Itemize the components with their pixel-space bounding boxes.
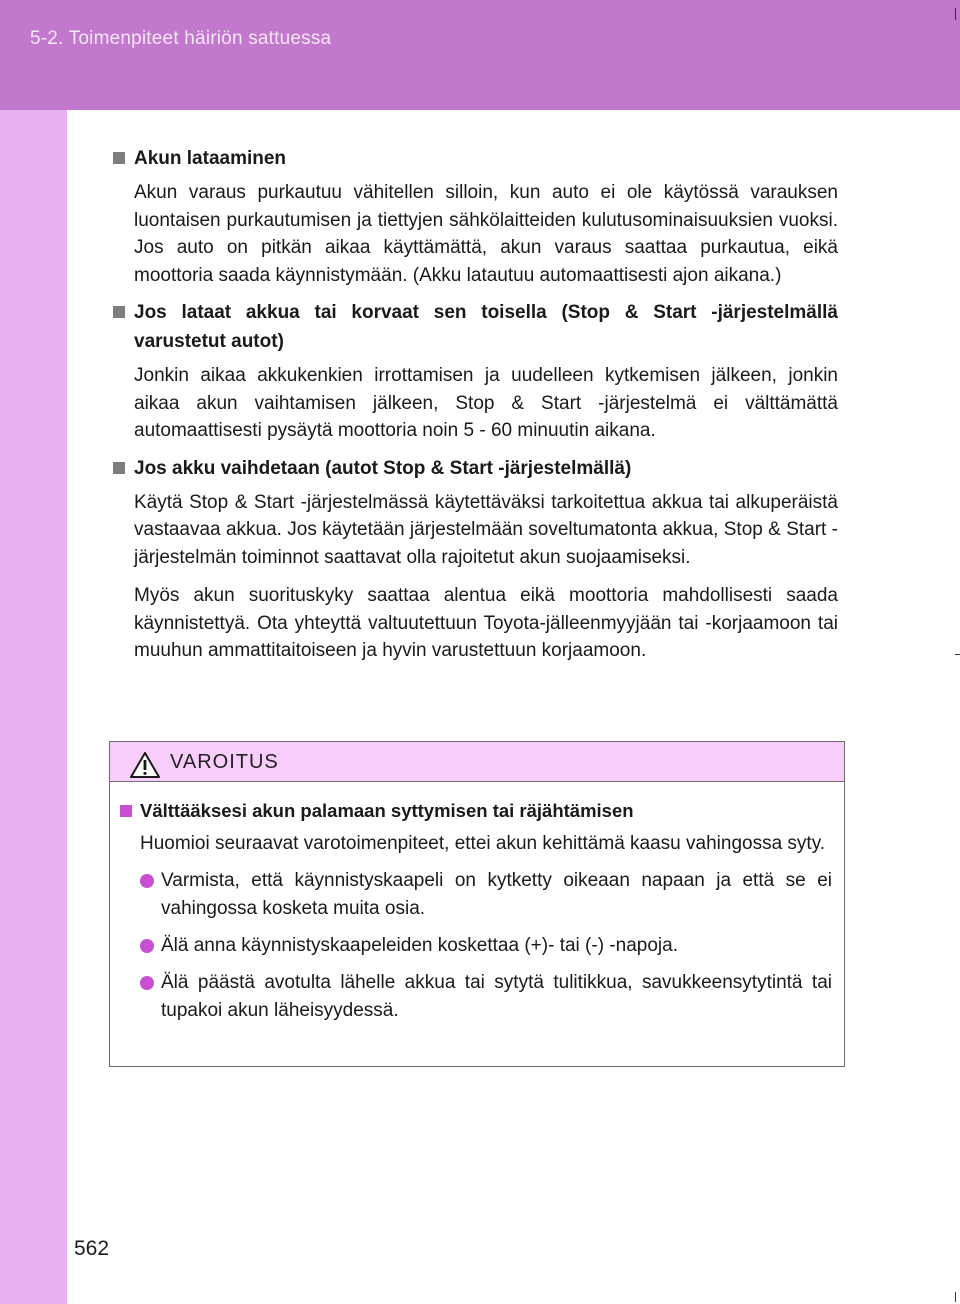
warning-label: VAROITUS: [170, 751, 279, 773]
warning-bullet-text: Varmista, että käynnistyskaapeli on kytketty oikeaan napaan ja että se ei vahingossa kosketa muita osia.: [161, 870, 832, 919]
square-bullet-icon: [120, 805, 132, 817]
warning-header: [110, 742, 844, 782]
warning-bullet: [140, 867, 832, 923]
section-battery-replacement: [113, 454, 838, 665]
warning-body: [110, 782, 844, 1025]
warning-heading: [120, 797, 832, 825]
circle-bullet-icon: [140, 874, 154, 888]
warning-bullet-text: Älä päästä avotulta lähelle akkua tai sytytä tulitikkua, savukkeensytytintä tai tupakoi akun läheisyydessä.: [161, 972, 832, 1021]
section-heading-text: Jos lataat akkua tai korvaat sen toisella (Stop & Start -järjestelmällä varustetut autot): [134, 302, 838, 352]
section-akun-lataaminen: [113, 144, 838, 289]
crop-mark: [955, 654, 960, 655]
crop-mark: [955, 8, 956, 20]
paragraph: Akun varaus purkautuu vähitellen silloin, kun auto ei ole käytössä varauksen luontaisen purkautumisen ja tiettyjen sähkölaitteiden kulutusominaisuuksien vuoksi. Jos auto on pitkän aikaa käyttämättä, akun varaus saattaa purkautua, eikä moottoria saada käynnistymään. (Akku latautuu automaattisesti ajon aikana.): [134, 182, 838, 286]
paragraph: Jonkin aikaa akkukenkien irrottamisen ja uudelleen kytkemisen jälkeen, jonkin aikaa akun vaihtamisen jälkeen, Stop & Start -järjestelmä ei välttämättä automaattisesti pysäytä moottoria noin 5 - 60 minuutin aikana.: [134, 365, 838, 441]
manual-content: [113, 144, 838, 674]
crop-mark: [955, 1292, 956, 1302]
section-heading-text: Jos akku vaihdetaan (autot Stop & Start -järjestelmällä): [134, 457, 632, 479]
warning-bullet: [140, 969, 832, 1025]
section-heading: [113, 144, 838, 173]
circle-bullet-icon: [140, 939, 154, 953]
page-header: [0, 0, 960, 110]
circle-bullet-icon: [140, 976, 154, 990]
square-bullet-icon: [113, 152, 125, 164]
paragraph: Myös akun suorituskyky saattaa alentua eikä moottoria mahdollisesti saada käynnistettyä. Ota yhteyttä valtuutettuun Toyota-jälleenmyyjään tai -korjaamoon tai muuhun ammattitaitoiseen ja hyvin varustettuun korjaamoon.: [134, 585, 838, 661]
section-heading: [113, 454, 838, 483]
square-bullet-icon: [113, 306, 125, 318]
section-heading-text: Akun lataaminen: [134, 148, 287, 169]
section-title: 5-2. Toimenpiteet häiriön sattuessa: [30, 28, 332, 49]
warning-bullet: [140, 932, 832, 960]
section-stop-start-charging: [113, 298, 838, 445]
page-number: 562: [74, 1237, 110, 1260]
square-bullet-icon: [113, 462, 125, 474]
side-strip: [0, 110, 67, 1304]
warning-triangle-icon: [130, 752, 160, 778]
warning-bullet-text: Älä anna käynnistyskaapeleiden koskettaa (+)- tai (-) -napoja.: [161, 935, 678, 956]
warning-heading-text: Välttääksesi akun palamaan syttymisen tai räjähtämisen: [140, 800, 634, 821]
warning-box: [109, 741, 845, 1067]
paragraph: Käytä Stop & Start -järjestelmässä käytettäväksi tarkoitettua akkua tai alkuperäistä vastaavaa akkua. Jos käytetään järjestelmään soveltumatonta akkua, Stop & Start -järjestelmän toiminnot saattavat olla rajoitetut akun suojaamiseksi.: [134, 491, 838, 568]
section-heading: [113, 298, 838, 356]
warning-intro: Huomioi seuraavat varotoimenpiteet, ettei akun kehittämä kaasu vahingossa syty.: [140, 833, 826, 854]
